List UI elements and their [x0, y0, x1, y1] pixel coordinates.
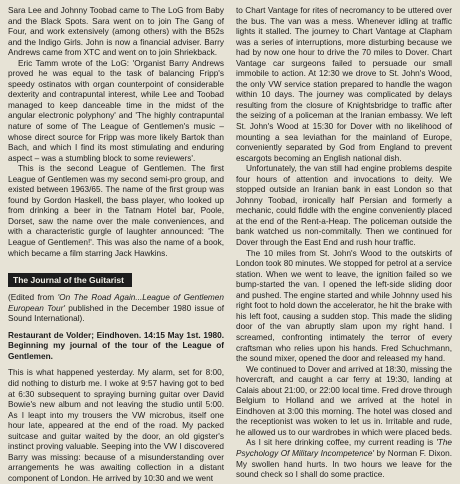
journal-paragraph-dover: We continued to Dover and arrived at 18:30, missing the hovercraft, and caught a car ferry at 19:30, landing at Calais about 21:00, or 22:00 local time. Fred drove through Belgium to Holland and we arrived at the hotel in Eindhoven at 3:00 this morning. The hotel was closed and the receptionist was woken to let us in. Irritable and rude, he allowed us to our wardrobes in which were placed beds. [236, 364, 452, 437]
section-gap [8, 259, 224, 269]
left-column [8, 6, 224, 483]
journal-entry-title: Restaurant de Volder; Eindhoven. 14:15 May 1st. 1980. Beginning my journal of the tour of the League of Gentlemen. [8, 330, 224, 361]
paragraph-first-league: This is the second League of Gentlemen. The first League of Gentlemen was my second semi-pro group, and existed between 1963/65. The name of the first group was found by Gordon Haskell, the bass player, who looked up from drinking a beer in the Tatnam Hotel bar, Poole, Dorset, saw the name over the male conveniences, and with a characteristic gurgle of laughter announced: 'The League of Gentlemen!'. This was also the name of a book, which became a film starring Jack Hawkins. [8, 164, 224, 258]
journal-paragraph-engine: Unfortunately, the van still had engine problems despite four hours of attention and invocations to deity. We stopped outside an Iranian bank in east London so that Johnny Toobad, ironically half Persian and formerly a mechanic, could fiddle with the engine conveniently placed at the end of the Rent-a-Heap. The policeman outside the bank watched us non-commitally. Then we continued for Dover through the East End and rush hour traffic. [236, 164, 452, 248]
paragraph-tamm-quote: Eric Tamm wrote of the LoG: 'Organist Barry Andrews proved he was equal to the task of balancing Fripp's speedy ostinatos with organ counterpoint of considerable dexterity and contrapuntal interest, while Lee and Toobad managed to keep danceable time in the midst of the angular electronic polyphony' and 'The highly contrapuntal nature of some of The League of Gentlemen's music – whose direct source for Fripp was more likely Bartok than Bach, and which I find its most stimulating and enduring aspect – was a stumbling block to some reviewers'. [8, 58, 224, 163]
journal-paragraph-chart-vantage: to Chart Vantage for rites of necromancy to be uttered over the bus. The van was a mess. Whenever idling at traffic lights it stalled. The journey to Chart Vantage at Clapham was a series of interruptions, more disturbing because we had by now one hour to drive the 70 miles to Dover. Chart Vantage car surgeons failed to persuade our small immobile to action. At 12:30 we drove to St. John's Wood, the only VW service station prepared to handle the wagon within 10 days. The journey was complicated by delays resulting from the closure of Knightsbridge to traffic after the seizing of a policeman at the Iranian embassy. We left St. John's Wood at 15:30 for Dover with no likelihood of mounting a sea leviathan for the mainland of Europe, conveniently separated by God from England to prevent escargots becoming an English national dish. [236, 6, 452, 163]
reading-post: by Norman F. Dixon. My swollen hand hurts. In two hours we leave for the sound check so I shall do some practice. [236, 448, 452, 480]
editorial-note-post: published in the December 1980 issue of Sound International). [8, 303, 224, 324]
section-heading: The Journal of the Guitarist [8, 273, 132, 287]
reading-book-title: 'The Psychology Of Military Incompetence' [236, 438, 452, 458]
editorial-note-title: 'On The Road Again...League of Gentlemen European Tour' [8, 293, 224, 313]
journal-paragraph-hand: The 10 miles from St. John's Wood to the outskirts of London took 80 minutes. We stopped for petrol at a service station. When we went to leave, the ignition failed so we bump-started the van. I opened the left-side sliding door and pushed. The engine started and while Johnny used his right foot to hold down the accelerator, he hit the brake with his left foot, causing a sudden stop. This made the sliding door of the van abruptly slam upon my right hand. I screamed, confronting intimately the terror of every craftsman who relies upon his hands. Fred Schuchmann, the sound mixer, opened the door and released my hand. [236, 248, 453, 364]
right-column [236, 6, 453, 480]
journal-paragraph-yesterday: This is what happened yesterday. My alarm, set for 8:00, did nothing to disturb me. I woke at 9:57 having got to bed at 6:30 subsequent to spraying burning guitar over David Bowie's new album and not leaving the studio until 5:00. As I leapt into my trousers the VW microbus, itself one hour late, appeared at the end of the road. My packed suitcase and guitar waited by the door, an old gigster's instinct proving valuable. Seeping into the VW I discovered Barry was missing: because of a misunderstanding over arrangements he was awaiting collection in a distant component of London. He arrived by 10:30 and we went [8, 368, 224, 483]
editorial-note [8, 293, 224, 325]
paragraph-lineup: Sara Lee and Johnny Toobad came to The LoG from Baby and the Black Spots. Sara went on to join The Gang of Four, and work extensively (among others) with the B52s and the Indigo Girls. John is now a financial adviser. Barry Andrews came from XTC and went on to join Shriekback. [8, 6, 224, 58]
reading-pre: As I sit here drinking coffee, my current reading is [246, 438, 437, 448]
editorial-note-pre: (Edited from [8, 293, 58, 303]
